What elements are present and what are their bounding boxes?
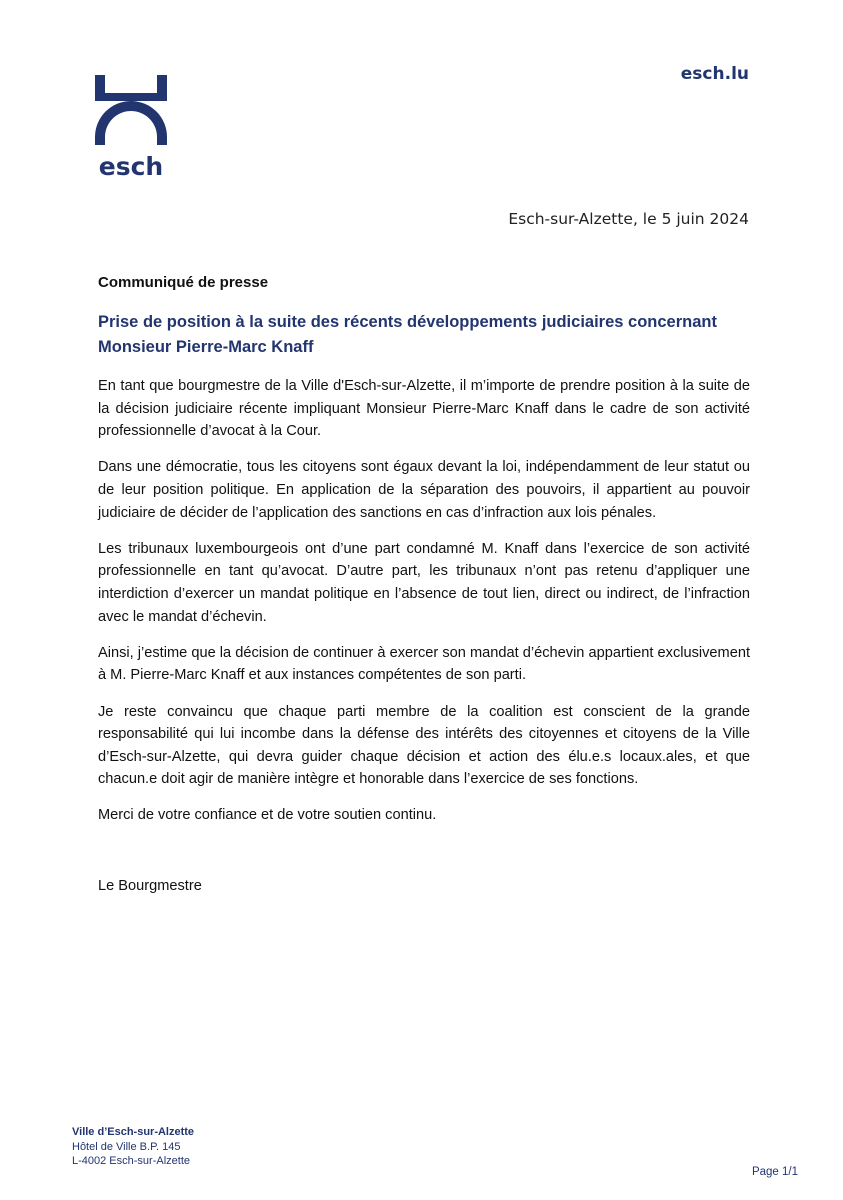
paragraph: Dans une démocratie, tous les citoyens sont égaux devant la loi, indépendamment de leur statut ou de leur position politique. En application de la séparation des pouvoirs, il appartient au pouvoir judiciaire de décider de l’application des sanctions en cas d’infraction aux lois pénales. [98, 459, 750, 521]
press-release-label: Communiqué de presse [98, 274, 269, 291]
esch-logo [95, 75, 167, 177]
date-line: Esch-sur-Alzette, le 5 juin 2024 [508, 210, 749, 228]
signature: Le Bourgmestre [98, 878, 202, 894]
paragraph: Je reste convaincu que chaque parti membre de la coalition est conscient de la grande responsabilité qui lui incombe dans la défense des intérêts des citoyennes et citoyens de la Ville d’Esch-sur-Alzette, qui devra guider chaque décision et action des élu.e.s locaux.ales, et que chacun.e doit agir de manière intègre et honorable dans l’exercice de ses fonctions. [98, 703, 750, 788]
logo-wordmark: esch [98, 152, 164, 177]
footer-org: Ville d’Esch-sur-Alzette [72, 1126, 195, 1138]
footer [72, 1125, 194, 1169]
headline: Prise de position à la suite des récents développements judiciaires concernant Monsieur Pierre-Marc Knaff [98, 313, 717, 356]
paragraph: En tant que bourgmestre de la Ville d'Esch-sur-Alzette, il m’importe de prendre position à la suite de la décision judiciaire récente impliquant Monsieur Pierre-Marc Knaff dans le cadre de son activité professionnelle d’avocat à la Cour. [98, 378, 750, 440]
paragraph: Ainsi, j’estime que la décision de continuer à exercer son mandat d’échevin appartient exclusivement à M. Pierre-Marc Knaff et aux instances compétentes de son parti. [98, 644, 750, 684]
paragraph: Merci de votre confiance et de votre soutien continu. [98, 807, 437, 824]
site-url[interactable]: esch.lu [680, 64, 749, 84]
body-text [98, 375, 750, 841]
footer-address-line: L-4002 Esch-sur-Alzette [72, 1155, 190, 1167]
page-number: Page 1/1 [751, 1166, 798, 1178]
footer-address-line: Hôtel de Ville B.P. 145 [72, 1140, 181, 1153]
paragraph: Les tribunaux luxembourgeois ont d’une part condamné M. Knaff dans l’exercice de son activité professionnelle en tant qu’avocat. D’autre part, les tribunaux n’ont pas retenu d’appliquer une interdiction d’exercer un mandat politique en l’absence de tout lien, direct ou indirect, de l’infraction avec le mandat d’échevin. [98, 540, 750, 625]
